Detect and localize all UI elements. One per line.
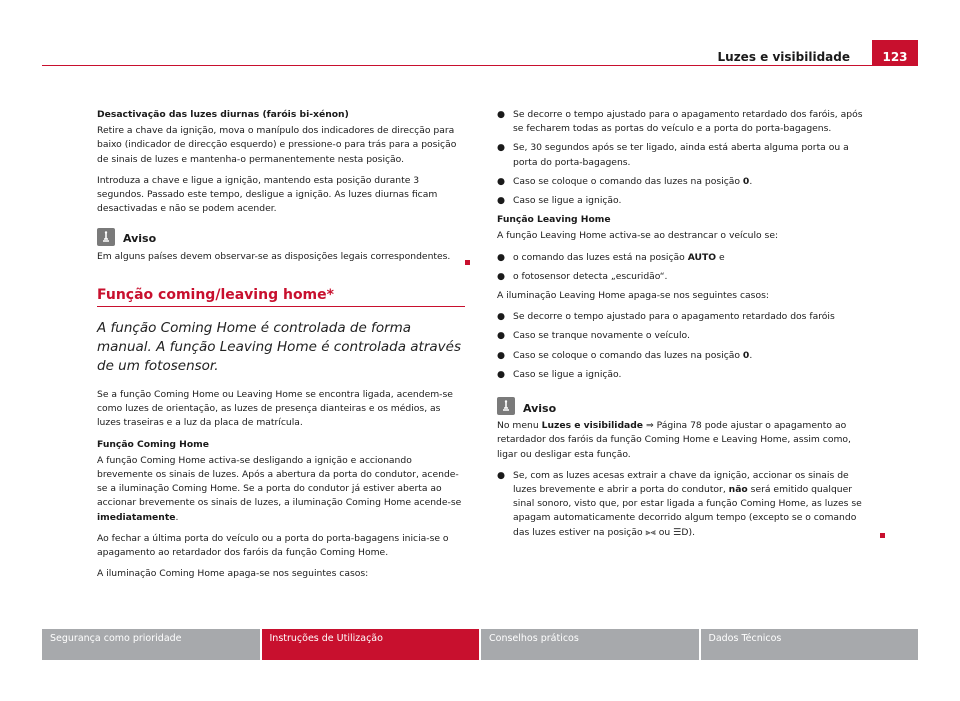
bullet-icon: ● bbox=[497, 311, 506, 323]
list-item bbox=[497, 349, 865, 363]
page-number: 123 bbox=[872, 40, 918, 66]
paragraph: A iluminação Leaving Home apaga-se nos seguintes casos: bbox=[497, 290, 769, 302]
footer-nav bbox=[42, 629, 918, 660]
list-item bbox=[497, 310, 865, 324]
text: Se, 30 segundos após se ter ligado, ainda está aberta alguma porta ou a porta do porta-bagagens. bbox=[513, 142, 849, 168]
lead-text: A função Coming Home é controlada de forma manual. A função Leaving Home é controlada através de um fotosensor. bbox=[97, 320, 462, 375]
bullet-icon: ● bbox=[497, 270, 506, 282]
aviso-label: Aviso bbox=[523, 402, 557, 416]
bullet-icon: ● bbox=[497, 330, 506, 342]
nav-tab-instrucoes[interactable]: Instruções de Utilização bbox=[262, 629, 480, 660]
info-pointer-icon bbox=[97, 228, 115, 246]
switch-position: 0 bbox=[742, 349, 750, 361]
text: . bbox=[175, 511, 179, 523]
aviso-text bbox=[97, 250, 465, 264]
bullet-icon: ● bbox=[497, 195, 506, 207]
low-beam-icon: ☰D bbox=[673, 526, 689, 538]
paragraph bbox=[97, 454, 465, 525]
bullet-icon: ● bbox=[497, 368, 506, 380]
paragraph: Se a função Coming Home ou Leaving Home se encontra ligada, acendem-se como luzes de orientação, as luzes de presença dianteiras e os médios, as luzes traseiras e a luz da placa de matrícula. bbox=[97, 389, 453, 429]
list-item bbox=[497, 175, 865, 189]
list-item bbox=[497, 194, 865, 208]
list-item bbox=[497, 329, 865, 343]
paragraph: A função Leaving Home activa-se ao destrancar o veículo se: bbox=[497, 230, 779, 242]
right-column bbox=[497, 108, 865, 545]
nav-tab-dados[interactable]: Dados Técnicos bbox=[701, 629, 919, 660]
text: o fotosensor detecta „escuridão“. bbox=[513, 270, 668, 282]
list-item bbox=[497, 251, 865, 265]
aviso-label: Aviso bbox=[123, 232, 157, 246]
text: Se decorre o tempo ajustado para o apagamento retardado dos faróis, após se fecharem todas as portas do veículo e a porta do porta-bagagens. bbox=[513, 109, 863, 135]
subheading-coming-home: Função Coming Home bbox=[97, 438, 209, 450]
header-title: Luzes e visibilidade bbox=[717, 50, 850, 64]
paragraph: Introduza a chave e ligue a ignição, mantendo esta posição durante 3 segundos. Passado este tempo, desligue a ignição. As luzes diurnas ficam desactivadas e não se podem acender. bbox=[97, 174, 438, 215]
text: ⇒ Página 78 pode ajustar o apagamento ao retardador dos faróis da função Coming Home e Leaving Home, assim como, ligar ou desligar esta função. bbox=[497, 420, 851, 460]
aviso-heading bbox=[97, 226, 465, 246]
paragraph: A iluminação Coming Home apaga-se nos seguintes casos: bbox=[97, 568, 369, 580]
bullet-icon: ● bbox=[497, 251, 506, 263]
bullet-icon: ● bbox=[497, 109, 506, 120]
nav-tab-conselhos[interactable]: Conselhos práticos bbox=[481, 629, 699, 660]
text: A função Coming Home activa-se desligando a ignição e accionando brevemente os sinais de luzes. Após a abertura da porta do condutor, acende-se a iluminação Coming Home. Se a porta do condutor já estiver aberta ao accionar brevemente os sinais de luzes, a iluminação Coming Home acende-se bbox=[97, 454, 462, 509]
menu-name: Luzes e visibilidade bbox=[541, 420, 644, 432]
text: Se decorre o tempo ajustado para o apagamento retardado dos faróis bbox=[513, 311, 835, 323]
nav-tab-seguranca[interactable]: Segurança como prioridade bbox=[42, 629, 260, 660]
bold-term: não bbox=[728, 484, 748, 496]
text: . bbox=[749, 175, 753, 187]
text: Se, com as luzes acesas extrair a chave da ignição, accionar os sinais de luzes brevemente e abrir a porta do condutor, bbox=[513, 469, 849, 496]
list-item bbox=[497, 270, 865, 284]
text: Caso se coloque o comando das luzes na posição bbox=[513, 349, 743, 361]
header-rule bbox=[42, 65, 918, 66]
aviso-heading bbox=[497, 396, 865, 416]
text: Caso se coloque o comando das luzes na posição bbox=[513, 175, 743, 187]
section-title: Função coming/leaving home* bbox=[97, 288, 465, 307]
paragraph: Ao fechar a última porta do veículo ou a porta do porta-bagagens inicia-se o apagamento ao retardador dos faróis da função Coming Home. bbox=[97, 532, 449, 559]
list-item bbox=[497, 469, 865, 540]
parking-light-icon: ⫸⫷ bbox=[645, 526, 656, 538]
text: Caso se ligue a ignição. bbox=[513, 368, 622, 380]
end-of-section-icon bbox=[880, 533, 885, 538]
info-pointer-icon bbox=[497, 397, 515, 415]
bullet-icon: ● bbox=[497, 349, 506, 361]
aviso-text-content: Em alguns países devem observar-se as disposições legais correspondentes. bbox=[97, 250, 451, 262]
list-item bbox=[497, 368, 865, 382]
paragraph: Retire a chave da ignição, mova o manípulo dos indicadores de direcção para baixo (indicador de direcção esquerdo) e pressione-o para trás para a posição de sinais de luzes e mantenha-o permanentemente nesta posição. bbox=[97, 125, 457, 165]
switch-position: 0 bbox=[742, 175, 750, 187]
bullet-icon: ● bbox=[497, 175, 506, 187]
left-column bbox=[97, 108, 465, 588]
subheading-leaving-home: Função Leaving Home bbox=[497, 214, 611, 226]
text: ou bbox=[655, 526, 674, 538]
text: será emitido qualquer sinal sonoro, visto que, por estar ligada a função Coming Home, as luzes se apagam automaticamente decorrido algum tempo (excepto se o comando das luzes estiver na posição bbox=[513, 484, 862, 538]
list-item bbox=[497, 108, 865, 136]
switch-position: AUTO bbox=[687, 251, 717, 263]
text: ). bbox=[688, 526, 695, 538]
aviso-text bbox=[497, 419, 865, 462]
bullet-icon: ● bbox=[497, 469, 506, 481]
text: e bbox=[716, 251, 725, 263]
subheading-daylight-off: Desactivação das luzes diurnas (faróis bi-xénon) bbox=[97, 109, 349, 120]
text: o comando das luzes está na posição bbox=[513, 251, 688, 263]
list-item bbox=[497, 141, 865, 169]
text: . bbox=[749, 349, 753, 361]
bold-term: imediatamente bbox=[97, 511, 176, 523]
end-of-section-icon bbox=[465, 260, 470, 265]
text: No menu bbox=[497, 420, 542, 432]
text: Caso se tranque novamente o veículo. bbox=[513, 330, 690, 342]
bullet-icon: ● bbox=[497, 142, 506, 154]
text: Caso se ligue a ignição. bbox=[513, 195, 622, 207]
